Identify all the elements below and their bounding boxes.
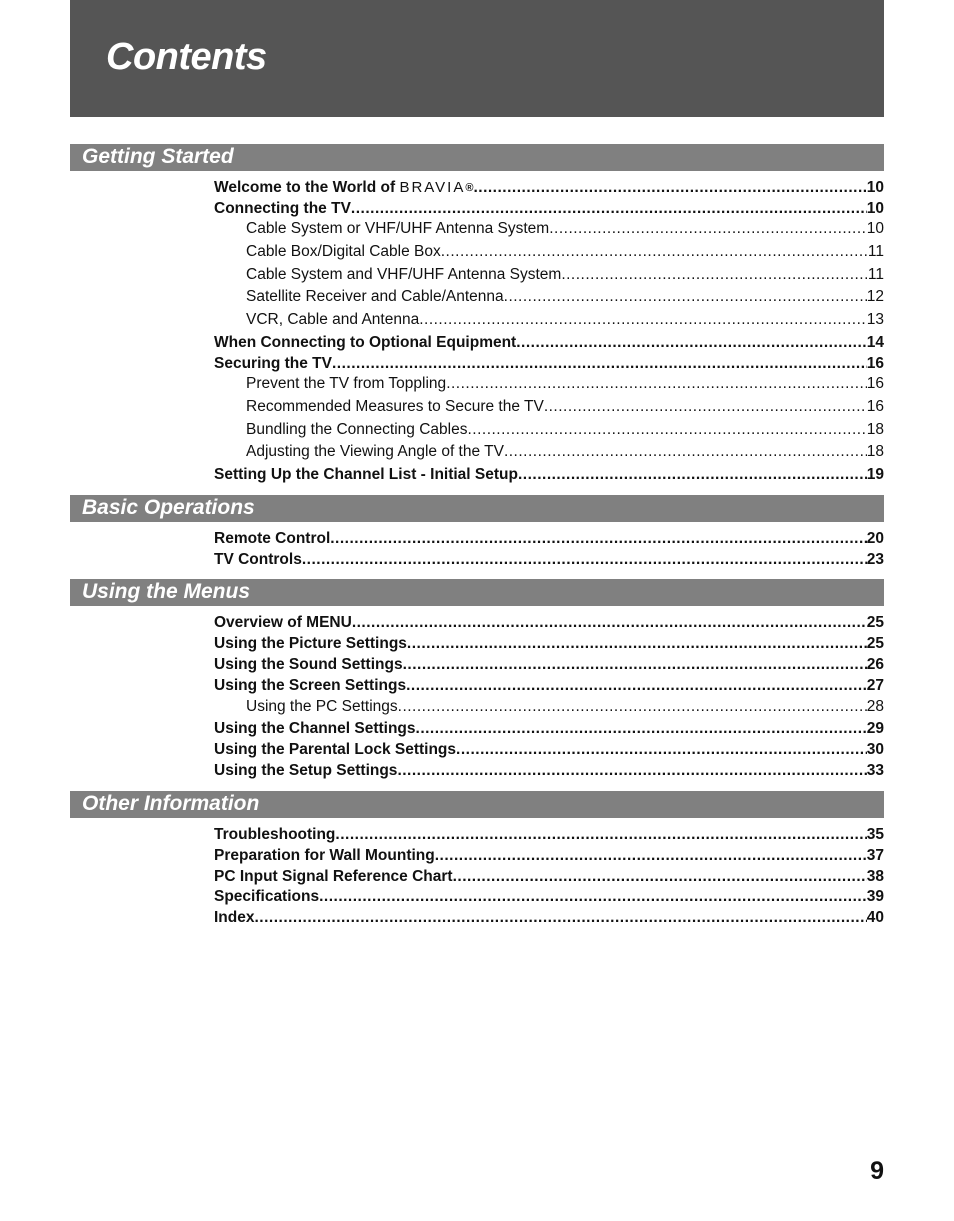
leader-dots [516,333,867,353]
toc-subentry-prevent-toppling[interactable] [246,374,884,394]
leader-dots [518,465,867,485]
toc-entry-channel-settings[interactable] [214,719,884,739]
toc-page-number: 10 [866,179,884,196]
toc-page-number: 12 [866,288,884,305]
toc-page-number: 18 [866,443,884,460]
toc-entry-title: When Connecting to Optional Equipment [214,334,517,351]
toc-entry-title: Connecting the TV [214,200,351,217]
toc-entry-welcome[interactable] [214,178,884,198]
leader-dots [544,397,867,417]
leader-dots [351,199,867,219]
leader-dots [332,354,867,374]
toc-entry-pc-input-signal-chart[interactable] [214,867,884,887]
toc-entry-title: Using the Parental Lock Settings [214,741,457,758]
toc-subentry-cable-system-antenna[interactable] [246,219,884,239]
toc-subentry-vcr-cable-antenna[interactable] [246,310,884,330]
toc-entry-title: Securing the TV [214,355,332,372]
toc-page-number: 16 [866,355,884,372]
leader-dots [504,287,867,307]
toc-page-number: 14 [866,334,884,351]
toc-page-number: 29 [866,720,884,737]
toc-entry-connecting-the-tv[interactable] [214,199,884,219]
toc-entry-title: Recommended Measures to Secure the TV [246,398,544,415]
toc-page-number: 26 [866,656,884,673]
leader-dots [302,550,867,570]
toc-page-number: 39 [866,888,884,905]
toc-page-number: 10 [866,200,884,217]
leader-dots [406,676,867,696]
leader-dots [549,219,867,239]
section-header-getting-started [70,144,884,171]
toc-page-number: 40 [866,909,884,926]
toc-entry-title: Using the Channel Settings [214,720,416,737]
leader-dots [330,529,867,549]
toc-entry-securing-the-tv[interactable] [214,354,884,374]
leader-dots [504,442,867,462]
toc-page-number: 18 [866,421,884,438]
toc-page-number: 16 [866,398,884,415]
toc-entry-index[interactable] [214,908,884,928]
leader-dots [467,420,866,440]
leader-dots [456,740,867,760]
toc-page-number: 11 [867,266,884,283]
toc-entry-picture-settings[interactable] [214,634,884,654]
toc-entry-setup-settings[interactable] [214,761,884,781]
leader-dots [397,761,866,781]
toc-subentry-pc-settings[interactable] [246,697,884,717]
page-number: 9 [870,1157,884,1185]
leader-dots [435,846,867,866]
toc-page-number: 11 [867,243,884,260]
toc-page-number: 19 [866,466,884,483]
section-title: Getting Started [82,145,234,168]
leader-dots [254,908,866,928]
leader-dots [407,634,867,654]
leader-dots [561,265,868,285]
section-header-using-the-menus [70,579,884,606]
toc-subentry-cable-box[interactable] [246,242,884,262]
toc-page-number: 30 [866,741,884,758]
toc-page-number: 27 [866,677,884,694]
leader-dots [352,613,867,633]
toc-entry-title: Prevent the TV from Toppling [246,375,447,392]
leader-dots [441,242,868,262]
section-title: Basic Operations [82,496,255,519]
toc-entry-title: Cable System and VHF/UHF Antenna System [246,266,562,283]
toc-page-number: 23 [866,551,884,568]
toc-entry-title: Preparation for Wall Mounting [214,847,435,864]
toc-entry-title: TV Controls [214,551,302,568]
leader-dots [403,655,867,675]
toc-page-number: 33 [866,762,884,779]
toc-entry-sound-settings[interactable] [214,655,884,675]
toc-entry-title: Using the Setup Settings [214,762,398,779]
contents-header [70,0,884,117]
toc-entry-title: Index [214,909,255,926]
toc-subentry-bundling-cables[interactable] [246,420,884,440]
leader-dots [416,719,867,739]
toc-entry-specifications[interactable] [214,887,884,907]
leader-dots [473,178,866,198]
toc-entry-wall-mounting[interactable] [214,846,884,866]
leader-dots [335,825,866,845]
toc-entry-title: VCR, Cable and Antenna [246,311,420,328]
toc-page-number: 13 [866,311,884,328]
toc-entry-title: Overview of MENU [214,614,352,631]
toc-page-number: 38 [866,868,884,885]
toc-entry-title: Using the Screen Settings [214,677,407,694]
leader-dots [419,310,867,330]
leader-dots [319,887,867,907]
toc-entry-title: Troubleshooting [214,826,336,843]
toc-page-number: 28 [866,698,884,715]
toc-entry-title: PC Input Signal Reference Chart [214,868,453,885]
toc-entry-remote-control[interactable] [214,529,884,549]
toc-entry-overview-of-menu[interactable] [214,613,884,633]
section-header-basic-operations [70,495,884,522]
leader-dots [398,697,867,717]
toc-entry-title: Cable System or VHF/UHF Antenna System [246,220,550,237]
toc-entry-troubleshooting[interactable] [214,825,884,845]
leader-dots [453,867,867,887]
toc-page-number: 16 [866,375,884,392]
toc-page-number: 10 [866,220,884,237]
toc-entry-title: Adjusting the Viewing Angle of the TV [246,443,504,460]
section-title: Other Information [82,792,260,815]
toc-page-number: 25 [866,614,884,631]
toc-page-number: 37 [866,847,884,864]
toc-entry-title: Cable Box/Digital Cable Box [246,243,441,260]
page-title: Contents [106,36,267,78]
toc-entry-title: Bundling the Connecting Cables [246,421,468,438]
section-title: Using the Menus [82,580,251,603]
toc-entry-title: Satellite Receiver and Cable/Antenna [246,288,504,305]
toc-page-number: 35 [866,826,884,843]
toc-entry-title: Setting Up the Channel List - Initial Setup [214,466,518,483]
toc-subentry-cable-and-antenna[interactable] [246,265,884,285]
toc-subentry-viewing-angle[interactable] [246,442,884,462]
toc-entry-title: Welcome to the World of BRAVIA® [214,179,474,196]
toc-entry-optional-equipment[interactable] [214,333,884,353]
toc-entry-initial-setup[interactable] [214,465,884,485]
toc-page-number: 25 [866,635,884,652]
toc-entry-title: Specifications [214,888,320,905]
section-header-other-information [70,791,884,818]
toc-entry-title: Using the Sound Settings [214,656,403,673]
toc-entry-title: Remote Control [214,530,331,547]
toc-entry-parental-lock-settings[interactable] [214,740,884,760]
leader-dots [446,374,867,394]
toc-entry-title: Using the Picture Settings [214,635,407,652]
toc-page-number: 20 [866,530,884,547]
toc-entry-screen-settings[interactable] [214,676,884,696]
toc-subentry-recommended-measures[interactable] [246,397,884,417]
toc-entry-title: Using the PC Settings [246,698,398,715]
toc-entry-tv-controls[interactable] [214,550,884,570]
bravia-logo: BRAVIA [399,179,466,196]
toc-subentry-satellite-receiver[interactable] [246,287,884,307]
